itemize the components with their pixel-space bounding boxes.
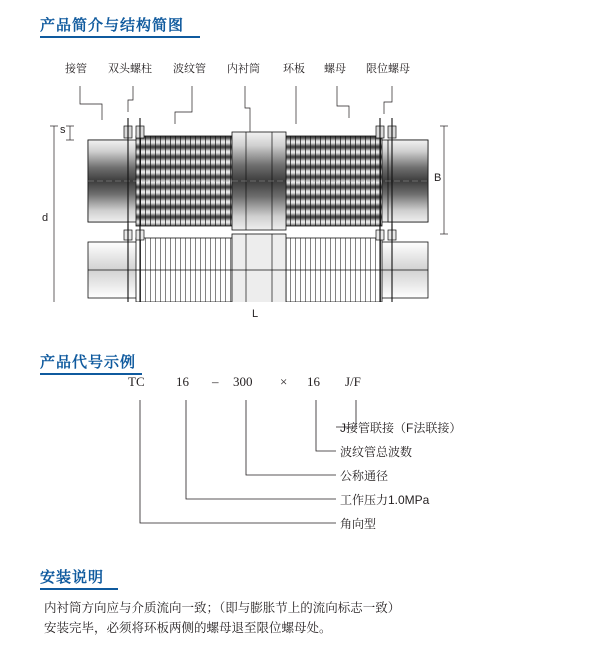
structure-diagram (40, 62, 560, 320)
dimension-label-B: B (434, 172, 442, 184)
product-code-example (40, 374, 560, 534)
code-token: – (212, 374, 219, 389)
code-token: 16 (307, 374, 320, 389)
code-description: 工作压力1.0MPa (340, 493, 430, 507)
section-title-install: 安装说明 (40, 569, 105, 586)
code-token: 300 (233, 374, 253, 389)
section-underline-intro (40, 36, 200, 38)
part-label: 接管 (65, 63, 87, 75)
product-code-leader-lines (40, 374, 560, 534)
section-underline-install (40, 588, 118, 590)
install-note-line: 内衬筒方向应与介质流向一致；（即与膨胀节上的流向标志一致） (44, 601, 401, 615)
section-title-code: 产品代号示例 (40, 354, 137, 371)
part-label: 限位螺母 (366, 63, 410, 75)
section-title-intro: 产品简介与结构简图 (40, 17, 185, 34)
install-note-line: 安装完毕，必须将环板两侧的螺母退至限位螺母处。 (44, 621, 332, 635)
code-description: 波纹管总波数 (340, 445, 413, 459)
code-token: TC (128, 374, 145, 389)
code-description: 公称通径 (340, 469, 389, 483)
part-label: 环板 (283, 63, 305, 75)
structure-diagram-svg (40, 62, 560, 302)
code-token: J/F (345, 374, 361, 389)
dimension-label-d: d (42, 212, 49, 224)
dimension-label-L: L (252, 308, 259, 320)
part-label: 内衬筒 (227, 63, 260, 75)
part-label: 螺母 (324, 63, 346, 75)
code-token: 16 (176, 374, 189, 389)
dimension-label-s: s (60, 124, 66, 136)
part-label: 双头螺柱 (108, 63, 152, 75)
code-token: × (280, 374, 288, 389)
code-description: 角向型 (340, 517, 377, 531)
install-notes (44, 598, 564, 638)
code-description: J接管联接（F法联接） (340, 421, 462, 435)
part-label: 波纹管 (173, 63, 206, 75)
